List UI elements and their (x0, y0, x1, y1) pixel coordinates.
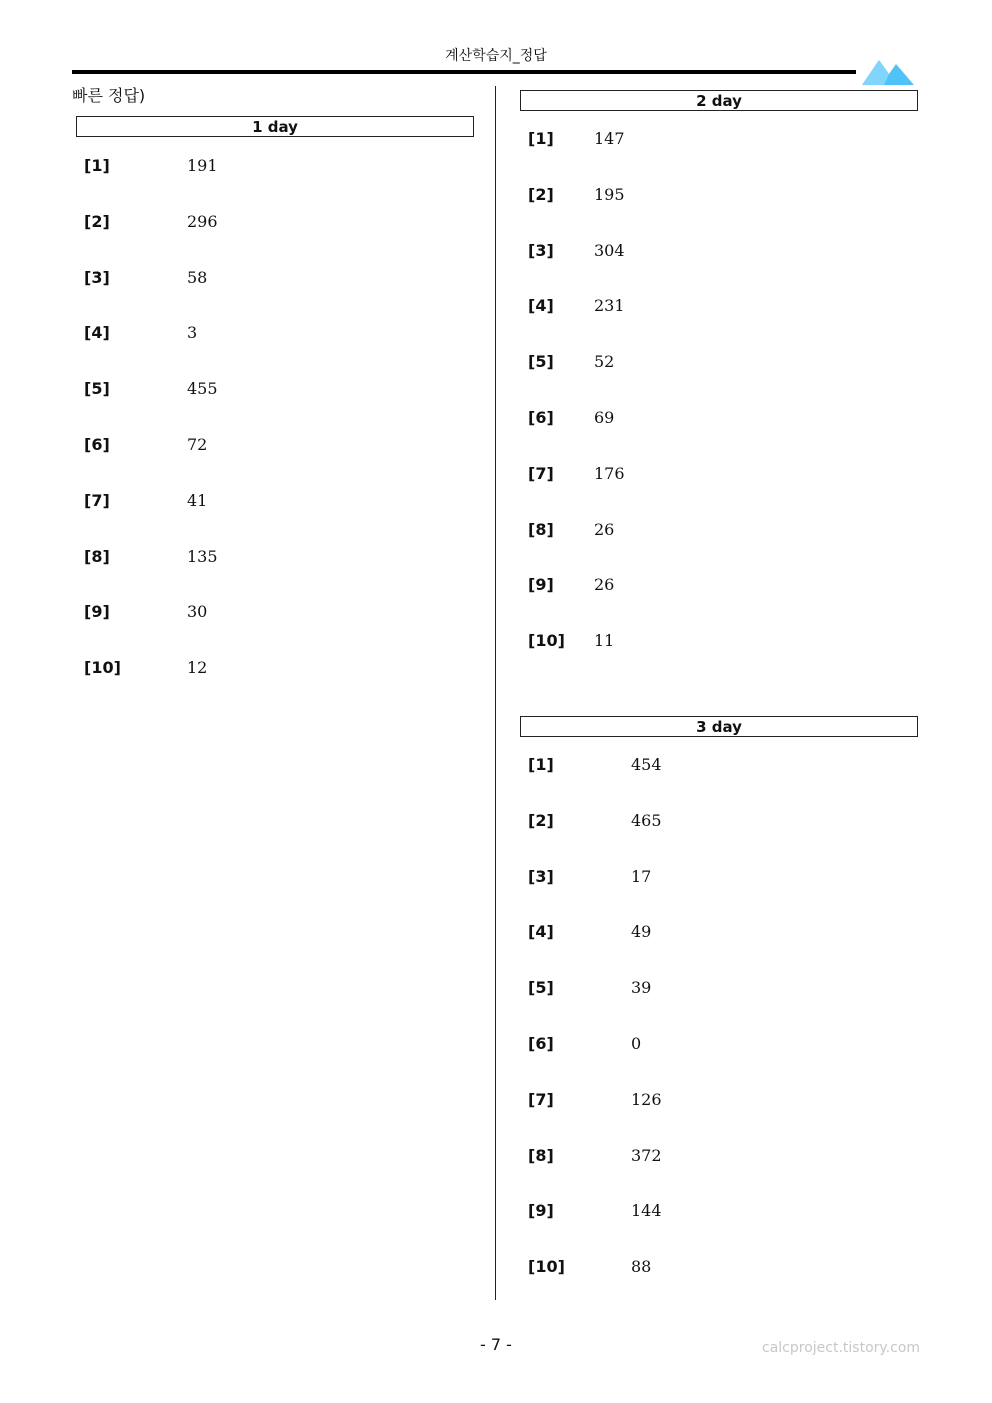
answer-row (84, 210, 464, 234)
problem-number: [10] (84, 658, 121, 678)
answer-row (84, 545, 464, 569)
problem-number: [9] (528, 575, 554, 595)
problem-number: [6] (528, 1034, 554, 1053)
quick-answers-heading: 빠른 정답) (72, 86, 146, 105)
answer-value: 39 (631, 978, 652, 998)
answer-row (528, 573, 908, 597)
answer-value: 296 (187, 211, 218, 231)
problem-number: [3] (528, 866, 554, 886)
answer-row (84, 489, 464, 513)
problem-number: [7] (84, 490, 110, 510)
answer-row (528, 406, 908, 430)
answer-row (528, 865, 908, 889)
answer-row (528, 462, 908, 486)
answer-row (528, 976, 908, 1000)
problem-number: [8] (528, 1145, 554, 1165)
answer-row (84, 154, 464, 178)
answer-value: 465 (631, 810, 662, 830)
problem-number: [4] (528, 296, 554, 316)
problem-number: [10] (528, 1257, 565, 1277)
answer-row (528, 294, 908, 318)
problem-number: [8] (84, 546, 110, 566)
problem-number: [5] (528, 352, 554, 372)
answer-row (528, 629, 908, 653)
answer-value: 41 (187, 490, 208, 510)
problem-number: [9] (84, 602, 110, 622)
answer-row (84, 656, 464, 680)
answer-row (528, 239, 908, 263)
answer-value: 49 (631, 922, 652, 942)
answer-value: 26 (594, 575, 615, 595)
answer-row (84, 321, 464, 345)
problem-number: [6] (528, 408, 554, 427)
answer-value: 12 (187, 658, 208, 678)
problem-number: [1] (84, 156, 110, 175)
answer-row (528, 1032, 908, 1056)
answer-value: 88 (631, 1257, 652, 1277)
problem-number: [7] (528, 463, 554, 483)
problem-number: [4] (84, 323, 110, 343)
answer-row (528, 518, 908, 542)
answer-value: 304 (594, 240, 625, 260)
answer-row (528, 809, 908, 833)
site-watermark: calcproject.tistory.com (762, 1340, 921, 1356)
problem-number: [2] (528, 184, 554, 204)
answer-value: 0 (631, 1034, 642, 1053)
problem-number: [1] (528, 755, 554, 774)
day-3-header: 3 day (520, 716, 918, 737)
answer-value: 195 (594, 184, 625, 204)
answer-value: 126 (631, 1089, 662, 1109)
answer-value: 3 (187, 323, 198, 343)
answer-row (528, 1144, 908, 1168)
problem-number: [6] (84, 435, 110, 454)
answer-row (528, 183, 908, 207)
answer-value: 454 (631, 755, 662, 774)
problem-number: [7] (528, 1089, 554, 1109)
answer-row (528, 1199, 908, 1223)
answer-row (84, 266, 464, 290)
problem-number: [5] (528, 978, 554, 998)
day-2-header: 2 day (520, 90, 918, 111)
answer-row (528, 1088, 908, 1112)
answer-value: 135 (187, 546, 218, 566)
problem-number: [8] (528, 519, 554, 539)
problem-number: [2] (528, 810, 554, 830)
answer-row (84, 377, 464, 401)
answer-value: 72 (187, 435, 208, 454)
answer-value: 52 (594, 352, 615, 372)
mountain-icon (862, 56, 914, 86)
answer-value: 176 (594, 463, 625, 483)
problem-number: [5] (84, 379, 110, 399)
answer-row (84, 600, 464, 624)
answer-value: 231 (594, 296, 625, 316)
problem-number: [3] (84, 267, 110, 287)
answer-value: 11 (594, 631, 615, 651)
problem-number: [3] (528, 240, 554, 260)
page-header-title: 계산학습지_정답 (445, 48, 547, 64)
problem-number: [1] (528, 129, 554, 148)
answer-value: 17 (631, 866, 652, 886)
answer-value: 26 (594, 519, 615, 539)
answer-value: 147 (594, 129, 625, 148)
problem-number: [4] (528, 922, 554, 942)
answer-row (528, 350, 908, 374)
answer-row (84, 433, 464, 457)
answer-value: 30 (187, 602, 208, 622)
problem-number: [2] (84, 211, 110, 231)
problem-number: [9] (528, 1201, 554, 1221)
problem-number: [10] (528, 631, 565, 651)
header-rule (72, 70, 856, 74)
answer-value: 69 (594, 408, 615, 427)
answer-value: 455 (187, 379, 218, 399)
answer-value: 191 (187, 156, 218, 175)
answer-row (528, 127, 908, 151)
answer-row (528, 753, 908, 777)
day-1-header: 1 day (76, 116, 474, 137)
answer-row (528, 1255, 908, 1279)
answer-value: 144 (631, 1201, 662, 1221)
page-number: - 7 - (480, 1335, 512, 1354)
answer-value: 372 (631, 1145, 662, 1165)
answer-value: 58 (187, 267, 208, 287)
answer-row (528, 920, 908, 944)
column-divider (495, 86, 496, 1300)
